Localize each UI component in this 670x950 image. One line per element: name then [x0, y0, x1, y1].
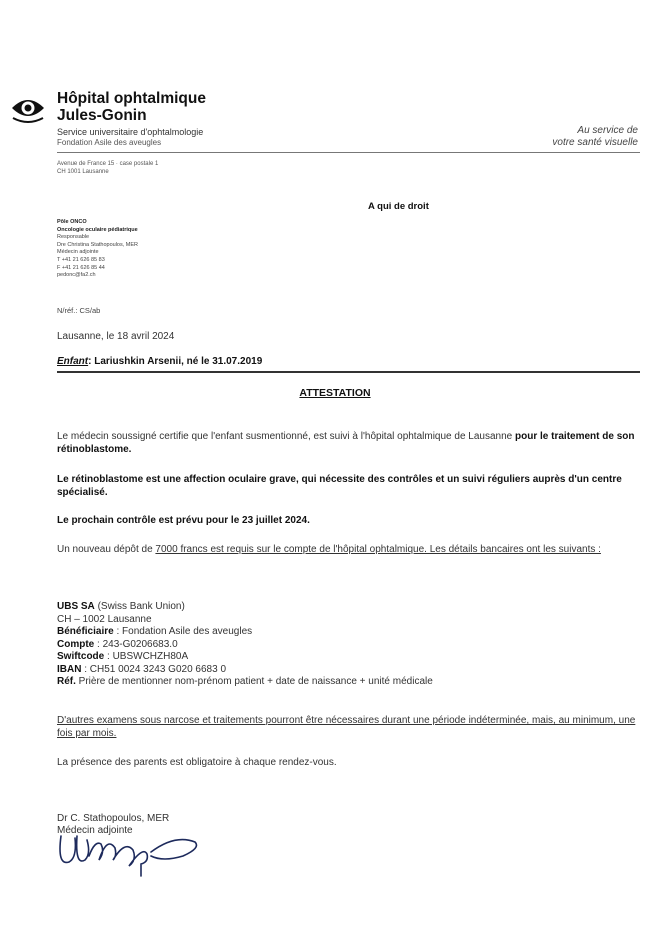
handwritten-signature-icon [55, 826, 205, 880]
hospital-address [57, 160, 158, 176]
contact-doctor: Dre Christina Stathopoulos, MER [57, 241, 139, 248]
paragraph-5: D'autres examens sous narcose et traitements pourront être nécessaires durant une période indéterminée, mais, au minimum, une fois par mois. [57, 715, 636, 739]
hospital-name-line1: Hôpital ophtalmique [57, 90, 206, 107]
paragraph-4-start: Un nouveau dépôt de [57, 544, 153, 555]
contact-fax: F +41 21 626 85 44 [57, 264, 105, 271]
iban-label: IBAN [57, 663, 82, 675]
hospital-eye-logo-icon [10, 92, 46, 126]
account-line [57, 639, 433, 652]
bank-value: (Swiss Bank Union) [94, 601, 185, 612]
paragraph-1-normal: Le médecin soussigné certifie que l'enfant susmentionné, est suivi à l'hôpital ophtalmique de Lausanne [57, 431, 513, 442]
swift-value: : UBSWCHZH80A [104, 651, 189, 662]
signatory-name: Dr C. Stathopoulos, MER [57, 813, 170, 824]
hospital-name-line2: Jules-Gonin [57, 107, 147, 124]
document-title: ATTESTATION [299, 387, 371, 399]
beneficiary-line [57, 626, 433, 639]
ref-label: Réf. [57, 676, 76, 687]
letter-date: Lausanne, le 18 avril 2024 [57, 331, 175, 342]
bank-label: UBS SA [57, 601, 95, 612]
tagline [552, 125, 638, 149]
swift-label: Swiftcode [57, 651, 105, 662]
paragraph-3: Le prochain contrôle est prévu pour le 23 juillet 2024. [57, 515, 310, 526]
contact-title: Médecin adjointe [57, 249, 99, 256]
contact-role: Responsable [57, 234, 90, 241]
contact-block [57, 219, 138, 280]
ref-value: Prière de mentionner nom-prénom patient + date de naissance + unité médicale [75, 676, 433, 687]
service-name: Service universitaire d'ophtalmologie [57, 127, 204, 137]
paragraph-4 [57, 543, 641, 556]
subject-divider [57, 371, 640, 373]
contact-email: pedonc@fa2.ch [57, 272, 96, 279]
foundation-name: Fondation Asile des aveugles [57, 138, 162, 147]
address-line2: CH 1001 Lausanne [57, 169, 109, 175]
signatory-title: Médecin adjointe [57, 825, 133, 836]
paragraph-6: La présence des parents est obligatoire à chaque rendez-vous. [57, 757, 337, 768]
paragraph-2: Le rétinoblastome est une affection oculaire grave, qui nécessite des contrôles et un suivi réguliers auprès d'un centre spécialisé. [57, 474, 622, 498]
account-value: : 243-G0206683.0 [94, 638, 178, 650]
subject-line [57, 356, 262, 367]
account-label: Compte [57, 638, 95, 650]
bank-city: CH – 1002 Lausanne [57, 613, 152, 625]
bank-details [57, 601, 433, 689]
reference: N/réf.: CS/ab [57, 306, 101, 315]
paragraph-1-bold: pour le traitement de son rétinoblastome. [57, 431, 635, 455]
swift-line [57, 651, 433, 664]
tagline-line1: Au service de [577, 125, 638, 136]
address-line1: Avenue de France 15 · case postale 1 [57, 161, 159, 167]
subject-text: : Lariushkin Arsenii, né le 31.07.2019 [88, 356, 263, 367]
beneficiary-label: Bénéficiaire [57, 626, 114, 637]
contact-department: Oncologie oculaire pédiatrique [57, 226, 138, 233]
beneficiary-value: : Fondation Asile des aveugles [113, 626, 253, 637]
hospital-name [57, 90, 206, 124]
bank-line [57, 601, 433, 614]
reference-line [57, 676, 433, 689]
iban-value: : CH51 0024 3243 G020 6683 0 [81, 663, 227, 675]
paragraph-1 [57, 430, 641, 456]
subject-label: Enfant [57, 356, 89, 367]
paragraph-4-underlined: 7000 francs est requis sur le compte de l'hôpital ophtalmique. Les détails bancaires ont les suivants : [155, 544, 601, 555]
addressee: A qui de droit [368, 201, 429, 212]
contact-phone: T +41 21 626 85 83 [57, 256, 105, 263]
header-divider [57, 152, 640, 153]
contact-unit: Pôle ONCO [57, 219, 87, 225]
tagline-line2: votre santé visuelle [552, 137, 638, 148]
iban-line [57, 664, 433, 677]
